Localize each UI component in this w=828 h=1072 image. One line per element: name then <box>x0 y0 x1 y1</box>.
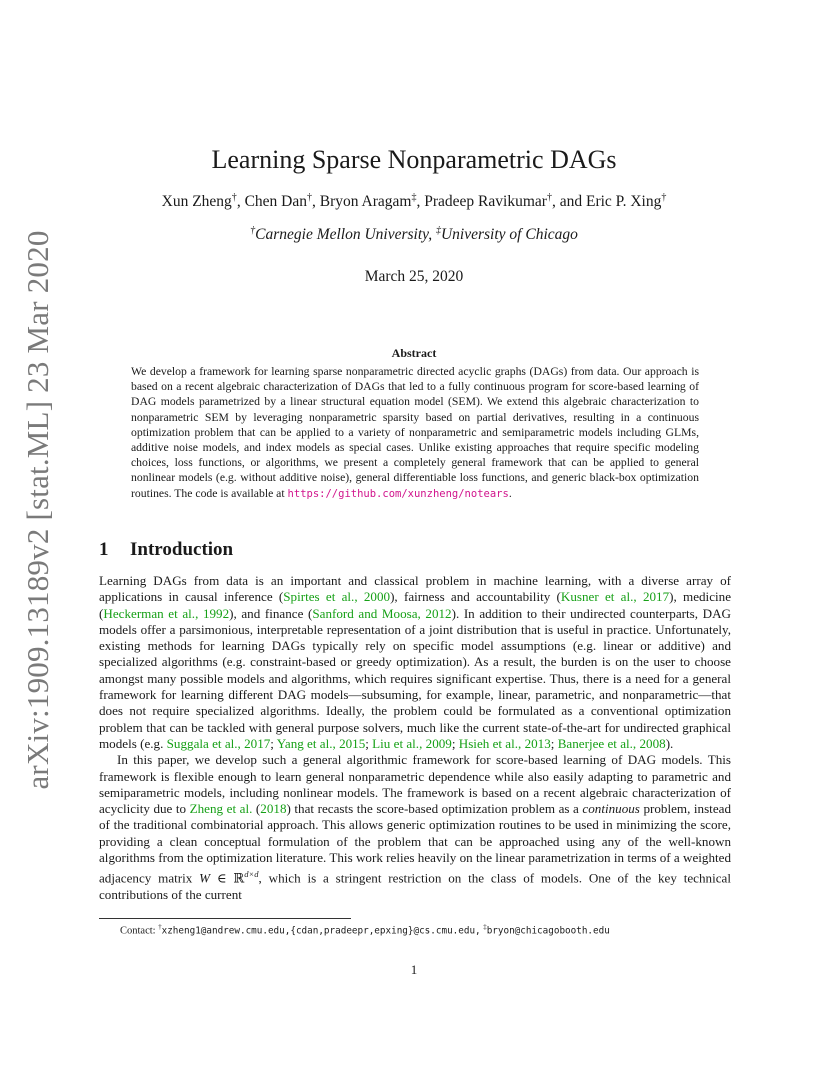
citation-year: 2008 <box>639 735 666 751</box>
affiliation-name: University of Chicago <box>440 226 578 244</box>
contact-email: bryon@chicagobooth.edu <box>486 925 610 937</box>
body-text: ). In addition to their undirected counterparts, DAG models offer a parsimonious, interpretable representation of a joint distribution that is useful in practice. Unfortunately, existing methods for learning DAGs typically rely on specific model assumptions (e.g. linear or additive) and specialized algorithms (e.g. constraint-based or greedy optimization). As a result, the burden is on the user to choose amongst many possible models and algorithms, which requires significant expertise. Thus, there is a need for a general framework for learning different DAG models—subsuming, for example, linear, parametric, and nonparametric—that does not require specialized algorithms. Ideally, the problem could be formulated as a conventional optimization problem that can be tackled with general purpose solvers, much like the current state-of-the-art for undirected graphical models (e.g. <box>99 605 731 751</box>
affiliation-mark: ‡ <box>435 225 441 236</box>
citation-year: 2009 <box>425 735 452 751</box>
citation-authors: Heckerman et al., <box>103 605 199 621</box>
math-exponent: d×d <box>244 869 259 880</box>
section-heading <box>99 539 233 561</box>
citation-year: 2015 <box>339 735 366 751</box>
footnote-mark: ‡ <box>483 924 487 931</box>
citation-year: 2000 <box>363 589 391 605</box>
author-list: Xun Zheng†, Chen Dan†, Bryon Aragam‡, Pradeep Ravikumar†, and Eric P. Xing† <box>161 192 667 211</box>
footnote-label: Contact: <box>120 925 156 937</box>
abstract-text: We develop a framework for learning sparse nonparametric directed acyclic graphs (DAGs) from data. Our approach is based on a recent algebraic characterization of DAGs that led to a fully continuous program for score-based learning of DAG models parametrized by a linear structural equation model (SEM). We extend this algebraic characterization to nonparametric SEM by leveraging nonparametric sparsity based on partial derivatives, resulting in a continuous optimization problem that can be applied to a variety of nonparametric and semiparametric models including GLMs, additive noise models, and index models as special cases. Unlike existing approaches that require specific modeling choices, loss functions, or algorithms, we present a completely general framework that can be applied to general nonlinear models (e.g. without additive noise), general differentiable loss functions, and generic black-box optimization routines. The code is available at <box>131 365 699 500</box>
emphasis: continuous <box>582 801 640 817</box>
citation-authors: Hsieh et al., <box>458 735 522 751</box>
author-name: Eric P. Xing <box>585 193 662 211</box>
author-mark: ‡ <box>411 192 417 203</box>
abstract-end: . <box>508 486 512 500</box>
citation-authors: Spirtes et al., <box>283 589 358 605</box>
section-title: Introduction <box>130 539 234 560</box>
body-text: ), medicine ( <box>99 589 732 621</box>
citation-link[interactable] <box>312 606 451 621</box>
code-link[interactable]: https://github.com/xunzheng/notears <box>287 487 509 500</box>
body-text: In this paper, we develop such a general algorithmic framework for score-based learning of DAG models. This framework is flexible enough to learn general nonparametric dependence while also easily adapting to parametric and semiparametric models, including nonlinear models. The framework is based on a recent algebraic characterization of acyclicity due to <box>99 752 731 817</box>
math-set: ∈ ℝ <box>210 870 245 886</box>
citation-link[interactable]: Zheng et al. <box>189 801 253 817</box>
author-name: Pradeep Ravikumar <box>424 193 547 211</box>
citation-link[interactable] <box>277 736 366 751</box>
body-text: , which is a stringent restriction on the class of models. One of the key technical contributions of the current <box>99 870 731 902</box>
author-name: Xun Zheng <box>161 193 232 211</box>
citation-link[interactable] <box>558 736 666 751</box>
author-name: Chen Dan <box>244 193 307 211</box>
paragraph: Learning DAGs from data is an important and classical problem in machine learning, with a diverse array of applications in causal inference (Spirtes et al., 2000), fairness and accountability (Kusner et al., 2017), medicine (Heckerman et al., 1992), and finance (Sanford and Moosa, 2012). In addition to their undirected counterparts, DAG models offer a parsimonious, interpretable representation of a joint distribution that is useful in practice. Unfortunately, existing methods for learning DAGs typically rely on specific model assumptions (e.g. linear or additive) and specialized algorithms (e.g. constraint-based or greedy optimization). As a result, the burden is on the user to choose amongst many possible models and algorithms, which requires significant expertise. Thus, there is a need for a general framework for learning different DAG models—subsuming, for example, linear, parametric, and nonparametric—that does not require specialized algorithms. Ideally, the problem could be formulated as a conventional optimization problem that can be tackled with general purpose solvers, much like the current state-of-the-art for undirected graphical models (e.g. Suggala et al., 2017; Yang et al., 2015; Liu et al., 2009; Hsieh et al., 2013; Banerjee et al., 2008). <box>99 573 732 751</box>
page-number: 1 <box>410 962 418 977</box>
paragraph: In this paper, we develop such a general algorithmic framework for score-based learning of DAG models. This framework is flexible enough to learn general nonparametric dependence while also easily adapting to parametric and semiparametric models, including nonlinear models. The framework is based on a recent algebraic characterization of acyclicity due to Zheng et al. (2018) that recasts the score-based optimization problem as a continuous problem, instead of the traditional combinatorial approach. This allows generic optimization routines to be used in minimizing the score, providing a clean conceptual formulation of the problem that can be approached using any of the well-known algorithms from the optimization literature. This work relies heavily on the linear parametrization in terms of a weighted adjacency matrix W ∈ ℝ$^{d\times d}$, which is a stringent restriction on the class of models. One of the key technical contributions of the current <box>99 752 731 902</box>
arxiv-id-text: arXiv:1909.13189v2 [stat.ML] 23 Mar 2020 <box>20 230 55 790</box>
body-text: Learning DAGs from data is an important and classical problem in machine learning, with a diverse array of applications in causal inference ( <box>99 573 731 605</box>
section-body <box>99 573 731 903</box>
body-text: ), and finance ( <box>229 605 313 621</box>
citation-year: 2017 <box>244 735 271 751</box>
citation-link[interactable] <box>167 736 271 751</box>
affiliation-mark: † <box>250 225 256 236</box>
footnote-mark: † <box>158 924 162 931</box>
citation-authors: Banerjee et al., <box>557 735 637 751</box>
citation-authors: Liu et al., <box>372 735 423 751</box>
abstract-heading: Abstract <box>391 346 437 360</box>
citation-authors: Yang et al., <box>276 735 336 751</box>
footnote-rule <box>99 918 351 919</box>
citation-authors: Kusner et al., <box>560 589 637 605</box>
author-name: Bryon Aragam <box>319 193 412 211</box>
citation-year: 2013 <box>524 735 551 751</box>
contact-emails: xzheng1@andrew.cmu.edu,{cdan,pradeepr,epxing}@cs.cmu.edu, <box>161 925 481 937</box>
citation-year: 1992 <box>202 605 230 621</box>
author-mark: † <box>231 192 237 203</box>
citation-link[interactable] <box>103 606 229 621</box>
citation-authors: Sanford and Moosa, <box>312 605 421 621</box>
footnote <box>120 924 610 937</box>
citation-year: 2012 <box>425 605 452 621</box>
citation-link[interactable] <box>561 589 669 604</box>
math-symbol: W <box>199 870 211 886</box>
body-text: that recasts the score-based optimization problem as a <box>290 801 583 817</box>
abstract-body <box>131 364 699 502</box>
body-text: ), fairness and accountability ( <box>390 589 561 605</box>
affiliations: †Carnegie Mellon University, ‡University of Chicago <box>250 225 578 244</box>
citation-link[interactable] <box>372 736 452 751</box>
citation-link[interactable] <box>459 736 551 751</box>
paper-date: March 25, 2020 <box>364 268 464 285</box>
author-mark: † <box>546 192 552 203</box>
paper-title: Learning Sparse Nonparametric DAGs <box>211 145 617 174</box>
body-text: ). <box>665 735 674 751</box>
author-mark: † <box>307 192 313 203</box>
citation-year: 2017 <box>642 589 670 605</box>
citation-year-link[interactable]: 2018 <box>260 801 287 817</box>
citation-link[interactable] <box>283 589 390 604</box>
arxiv-identifier <box>8 230 68 790</box>
section-number: 1 <box>99 539 109 560</box>
body-text: problem, instead of the traditional combinatorial approach. This allows generic optimization routines to be used in minimizing the score, providing a clean conceptual formulation of the problem that can be approached using any of the well-known algorithms from the optimization literature. This work relies heavily on the linear parametrization in terms of a weighted adjacency matrix <box>99 801 731 886</box>
affiliation-name: Carnegie Mellon University <box>255 226 429 244</box>
citation-authors: Suggala et al., <box>166 735 241 751</box>
author-mark: † <box>661 192 667 203</box>
